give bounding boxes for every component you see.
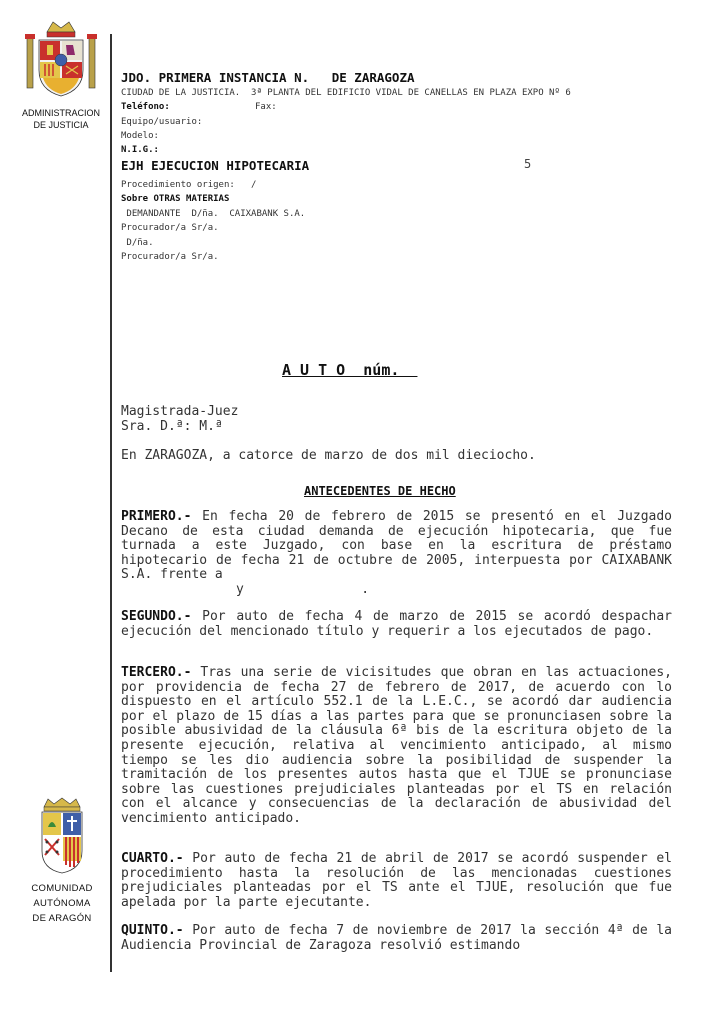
- court-name: JDO. PRIMERA INSTANCIA N. DE ZARAGOZA: [121, 70, 415, 85]
- section-title: ANTECEDENTES DE HECHO: [304, 484, 456, 498]
- logo-caption-line-1: ADMINISTRACION: [21, 108, 100, 118]
- logo-caption-line-1: COMUNIDAD: [31, 883, 93, 894]
- procedimiento-origen: Procedimiento origen: /: [121, 180, 257, 190]
- paragraph-primero: [121, 510, 672, 598]
- demandado: D/ña.: [121, 238, 154, 248]
- aragon-coat-of-arms-icon: [36, 797, 88, 875]
- administracion-justicia-logo: [18, 18, 104, 130]
- court-address: CIUDAD DE LA JUSTICIA. 3ª PLANTA DEL EDIFICIO VIDAL DE CANELLAS EN PLAZA EXPO Nº 6: [121, 88, 571, 98]
- spain-coat-of-arms-icon: [23, 18, 99, 102]
- paragraph-text: Tras una serie de vicisitudes que obran en las actuaciones, por providencia de fecha 27 de febrero de 2017, de acuerdo con lo dispuesto en el artículo 552.1 de la L.E.C., se acordó dar audiencia por el plazo de 15 días a las partes para que se pronunciasen sobre la posible abusividad de la cláusula 6ª bis de la escritura objeto de la presente ejecución, relativa al vencimiento anticipado, al mismo tiempo se les dio audiencia sobre la posibilidad de suspender la tramitación de los presentes autos hasta que el TJUE se pronunciase sobre las cuestiones prejudiciales planteadas por el TS en relación con el alcance y consecuencias de la declaración de abusividad del vencimiento anticipado.: [121, 665, 672, 826]
- procedure-type: EJH EJECUCION HIPOTECARIA: [121, 158, 310, 173]
- modelo-label: Modelo:: [121, 131, 159, 141]
- magistrada-name: Sra. D.ª: M.ª: [121, 419, 223, 434]
- magistrada-label: Magistrada-Juez: [121, 404, 239, 419]
- procurador-2: Procurador/a Sr/a.: [121, 252, 219, 262]
- paragraph-text: En fecha 20 de febrero de 2015 se presentó en el Juzgado Decano de esta ciudad demanda de ejecución hipotecaria, que fue turnada a este Juzgado, con base en la escritura de préstamo hipotecario de fecha 21 de octubre de 2005, interpuesta por CAIXABANK S.A. frente a: [121, 509, 672, 583]
- telefono-label: Teléfono:: [121, 102, 170, 112]
- paragraph-lead: PRIMERO.-: [121, 509, 192, 524]
- logo-caption-line-2: DE JUSTICIA: [33, 120, 89, 130]
- paragraph-tail: y .: [236, 581, 370, 597]
- paragraph-text: Por auto de fecha 7 de noviembre de 2017 la sección 4ª de la Audiencia Provincial de Zaragoza resolvió estimando: [121, 923, 672, 953]
- demandante: DEMANDANTE D/ña. CAIXABANK S.A.: [121, 209, 306, 219]
- paragraph-text: Por auto de fecha 4 de marzo de 2015 se acordó despachar ejecución del mencionado título y requerir a los ejecutados de pago.: [121, 609, 672, 639]
- paragraph-tercero: [121, 666, 672, 827]
- paragraph-segundo: [121, 610, 672, 639]
- sobre-materias: Sobre OTRAS MATERIAS: [121, 194, 230, 204]
- document-date: En ZARAGOZA, a catorce de marzo de dos mil dieciocho.: [121, 448, 536, 463]
- paragraph-cuarto: [121, 852, 672, 910]
- paragraph-text: Por auto de fecha 21 de abril de 2017 se acordó suspender el procedimiento hasta la resolución de las mencionadas cuestiones prejudiciales planteadas por el TS ante el TJUE, resolución que fue apelada por la parte ejecutante.: [121, 851, 672, 910]
- paragraph-lead: TERCERO.-: [121, 665, 192, 680]
- aragon-logo: [24, 797, 100, 924]
- paragraph-lead: SEGUNDO.-: [121, 609, 192, 624]
- procurador-1: Procurador/a Sr/a.: [121, 223, 219, 233]
- paragraph-quinto: [121, 924, 672, 953]
- procedure-number: 5: [524, 157, 532, 171]
- nig-label: N.I.G.:: [121, 145, 159, 155]
- document-title: A U T O núm.: [282, 361, 418, 379]
- fax-label: Fax:: [255, 102, 277, 112]
- logo-caption-line-3: DE ARAGÓN: [32, 913, 92, 924]
- paragraph-lead: CUARTO.-: [121, 851, 184, 866]
- margin-divider: [110, 34, 112, 972]
- logo-caption-line-2: AUTÓNOMA: [33, 898, 91, 909]
- equipo-label: Equipo/usuario:: [121, 117, 203, 127]
- paragraph-lead: QUINTO.-: [121, 923, 184, 938]
